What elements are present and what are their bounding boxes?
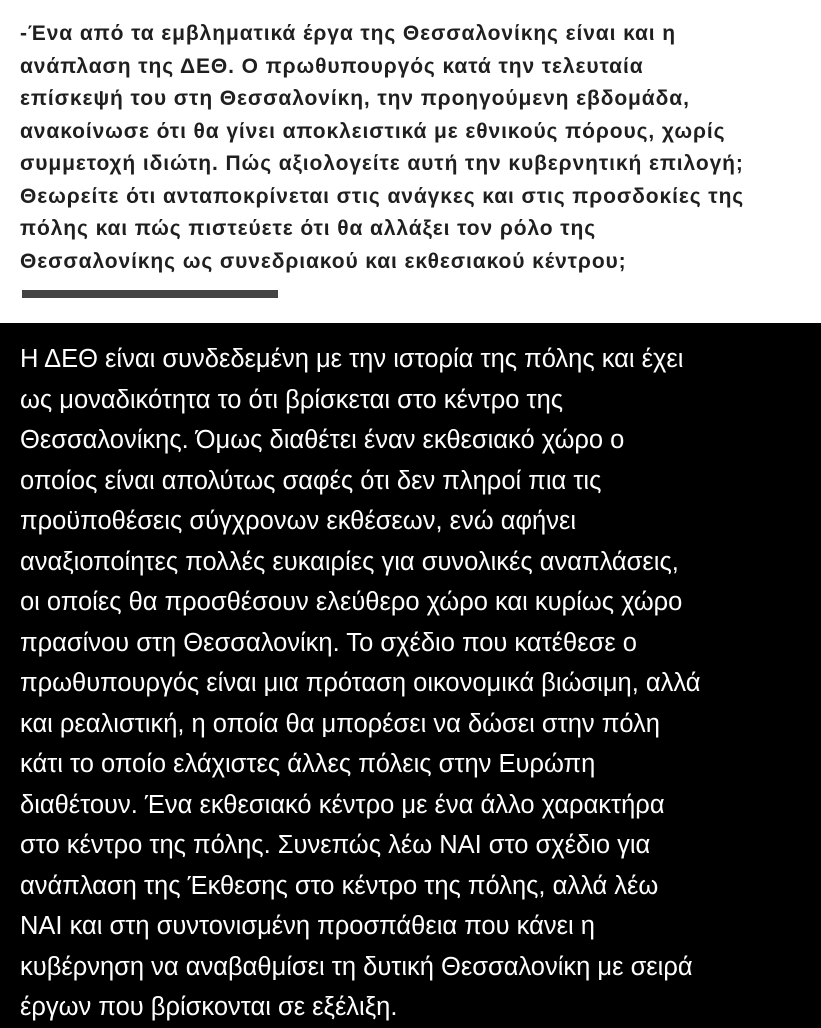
question-text: -Ένα από τα εμβληματικά έργα της Θεσσαλονίκης είναι και η ανάπλαση της ΔΕΘ. Ο πρωθυπουργός κατά την τελευταία επίσκεψή του στη Θεσσαλονίκη, την προηγούμενη εβδομάδα, ανακοίνωσε ότι θα γίνει αποκλειστικά με εθνικούς πόρους, χωρίς συμμετοχή ιδιώτη. Πώς αξιολογείτε αυτή την κυβερνητική επιλογή; Θεωρείτε ότι ανταποκρίνεται στις ανάγκες και στις προσδοκίες της πόλης και πώς πιστεύετε ότι θα αλλάξει τον ρόλο της Θεσσαλονίκης ως συνεδριακού και εκθεσιακού κέντρου; xyxy=(20,22,745,273)
answer-text: Η ΔΕΘ είναι συνδεδεμένη με την ιστορία της πόλης και έχει ως μοναδικότητα το ότι βρίσκεται στο κέντρο της Θεσσαλονίκης. Όμως διαθέτει έναν εκθεσιακό χώρο ο οποίος είναι απολύτως σαφές ότι δεν πληροί πια τις προϋποθέσεις σύγχρονων εκθέσεων, ενώ αφήνει αναξιοποίητες πολλές ευκαιρίες για συνολικές αναπλάσεις, οι οποίες θα προσθέσουν ελεύθερο χώρο και κυρίως χώρο πρασίνου στη Θεσσαλονίκη. Το σχέδιο που κατέθεσε ο πρωθυπουργός είναι μια πρόταση οικονομικά βιώσιμη, αλλά και ρεαλιστική, η οποία θα μπορέσει να δώσει στην πόλη κάτι το οποίο ελάχιστες άλλες πόλεις στην Ευρώπη διαθέτουν. Ένα εκθεσιακό κέντρο με ένα άλλο χαρακτήρα στο κέντρο της πόλης. Συνεπώς λέω ΝΑΙ στο σχέδιο για ανάπλαση της Έκθεσης στο κέντρο της πόλης, αλλά λέω ΝΑΙ και στη συντονισμένη προσπάθεια που κάνει η κυβέρνηση να αναβαθμίσει τη δυτική Θεσσαλονίκη με σειρά έργων που βρίσκονται σε εξέλιξη. xyxy=(20,345,701,1021)
question-section xyxy=(0,0,821,323)
answer-section xyxy=(0,323,821,1024)
divider-bar xyxy=(22,290,278,298)
